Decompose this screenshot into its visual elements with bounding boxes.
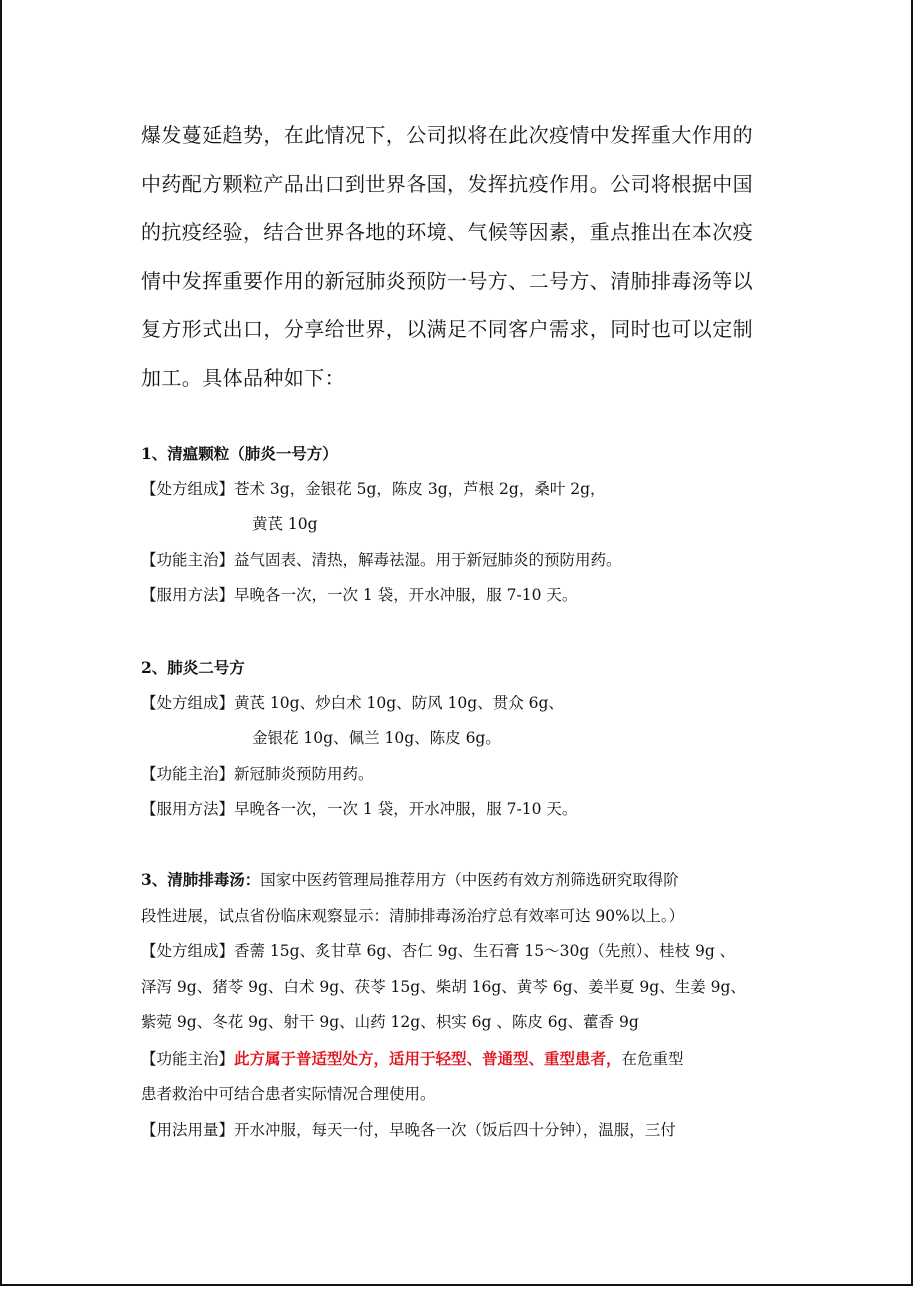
intro-line: 加工。具体品种如下：: [141, 365, 345, 390]
prescription-line: 【处方组成】苍术 3g，金银花 5g，陈皮 3g，芦根 2g，桑叶 2g，: [141, 479, 606, 498]
section-3-title: 3、清肺排毒汤：: [141, 870, 261, 889]
usage-line: 【服用方法】早晚各一次，一次 1 袋，开水冲服，服 7-10 天。: [141, 586, 578, 604]
prescription-line-cont: 紫菀 9g、冬花 9g、射干 9g、山药 12g、枳实 6g 、陈皮 6g、藿香 9g: [141, 1013, 639, 1031]
prescription-line-cont: 黄芪 10g: [252, 515, 318, 533]
section-3-title-line: [141, 862, 801, 899]
function-line: 【功能主治】益气固表、清热，解毒祛湿。用于新冠肺炎的预防用药。: [141, 550, 622, 569]
section-3-note-cont: 段性进展，试点省份临床观察显示：清肺排毒汤治疗总有效率可达 90%以上。）: [141, 906, 685, 925]
intro-line: 爆发蔓延趋势，在此情况下，公司拟将在此次疫情中发挥重大作用的: [141, 123, 753, 147]
function-line-cont: 患者救治中可结合患者实际情况合理使用。: [141, 1085, 436, 1103]
function-label: 【功能主治】: [141, 1049, 235, 1068]
section-1-title: 1、清瘟颗粒（肺炎一号方）: [141, 444, 338, 463]
prescription-line: 【处方组成】黄芪 10g、炒白术 10g、防风 10g、贯众 6g、: [141, 693, 564, 712]
section-2-title: 2、肺炎二号方: [141, 658, 245, 677]
section-3-note: 国家中医药管理局推荐用方（中医药有效方剂筛选研究取得阶: [260, 871, 679, 889]
intro-line: 中药配方颗粒产品出口到世界各国，发挥抗疫作用。公司将根据中国: [141, 171, 753, 196]
intro-line: 情中发挥重要作用的新冠肺炎预防一号方、二号方、清肺排毒汤等以: [141, 268, 753, 293]
usage-line: 【用法用量】开水冲服，每天一付，早晚各一次（饭后四十分钟），温服，三付: [141, 1120, 676, 1139]
function-rest: 在危重型: [621, 1049, 684, 1068]
prescription-line: 【处方组成】香薷 15g、炙甘草 6g、杏仁 9g、生石膏 15～30g（先煎）、桂枝 9g 、: [141, 942, 736, 960]
section-3: [141, 862, 801, 1148]
section-2: [141, 650, 801, 828]
function-highlight: 此方属于普适型处方，适用于轻型、普通型、重型患者，: [234, 1048, 622, 1068]
intro-line: 复方形式出口，分享给世界，以满足不同客户需求，同时也可以定制: [141, 317, 753, 341]
function-line: 【功能主治】新冠肺炎预防用药。: [141, 764, 374, 783]
prescription-line-cont: 金银花 10g、佩兰 10g、陈皮 6g。: [252, 729, 501, 747]
intro-line: 的抗疫经验，结合世界各地的环境、气候等因素，重点推出在本次疫: [141, 220, 753, 244]
intro-paragraph: [141, 111, 791, 402]
usage-line: 【服用方法】早晚各一次，一次 1 袋，开水冲服，服 7-10 天。: [141, 800, 578, 818]
function-line: [141, 1041, 801, 1078]
prescription-line-cont: 泽泻 9g、猪苓 9g、白术 9g、茯苓 15g、柴胡 16g、黄芩 6g、姜半夏 9g、生姜 9g、: [141, 977, 746, 996]
section-1: [141, 436, 801, 614]
